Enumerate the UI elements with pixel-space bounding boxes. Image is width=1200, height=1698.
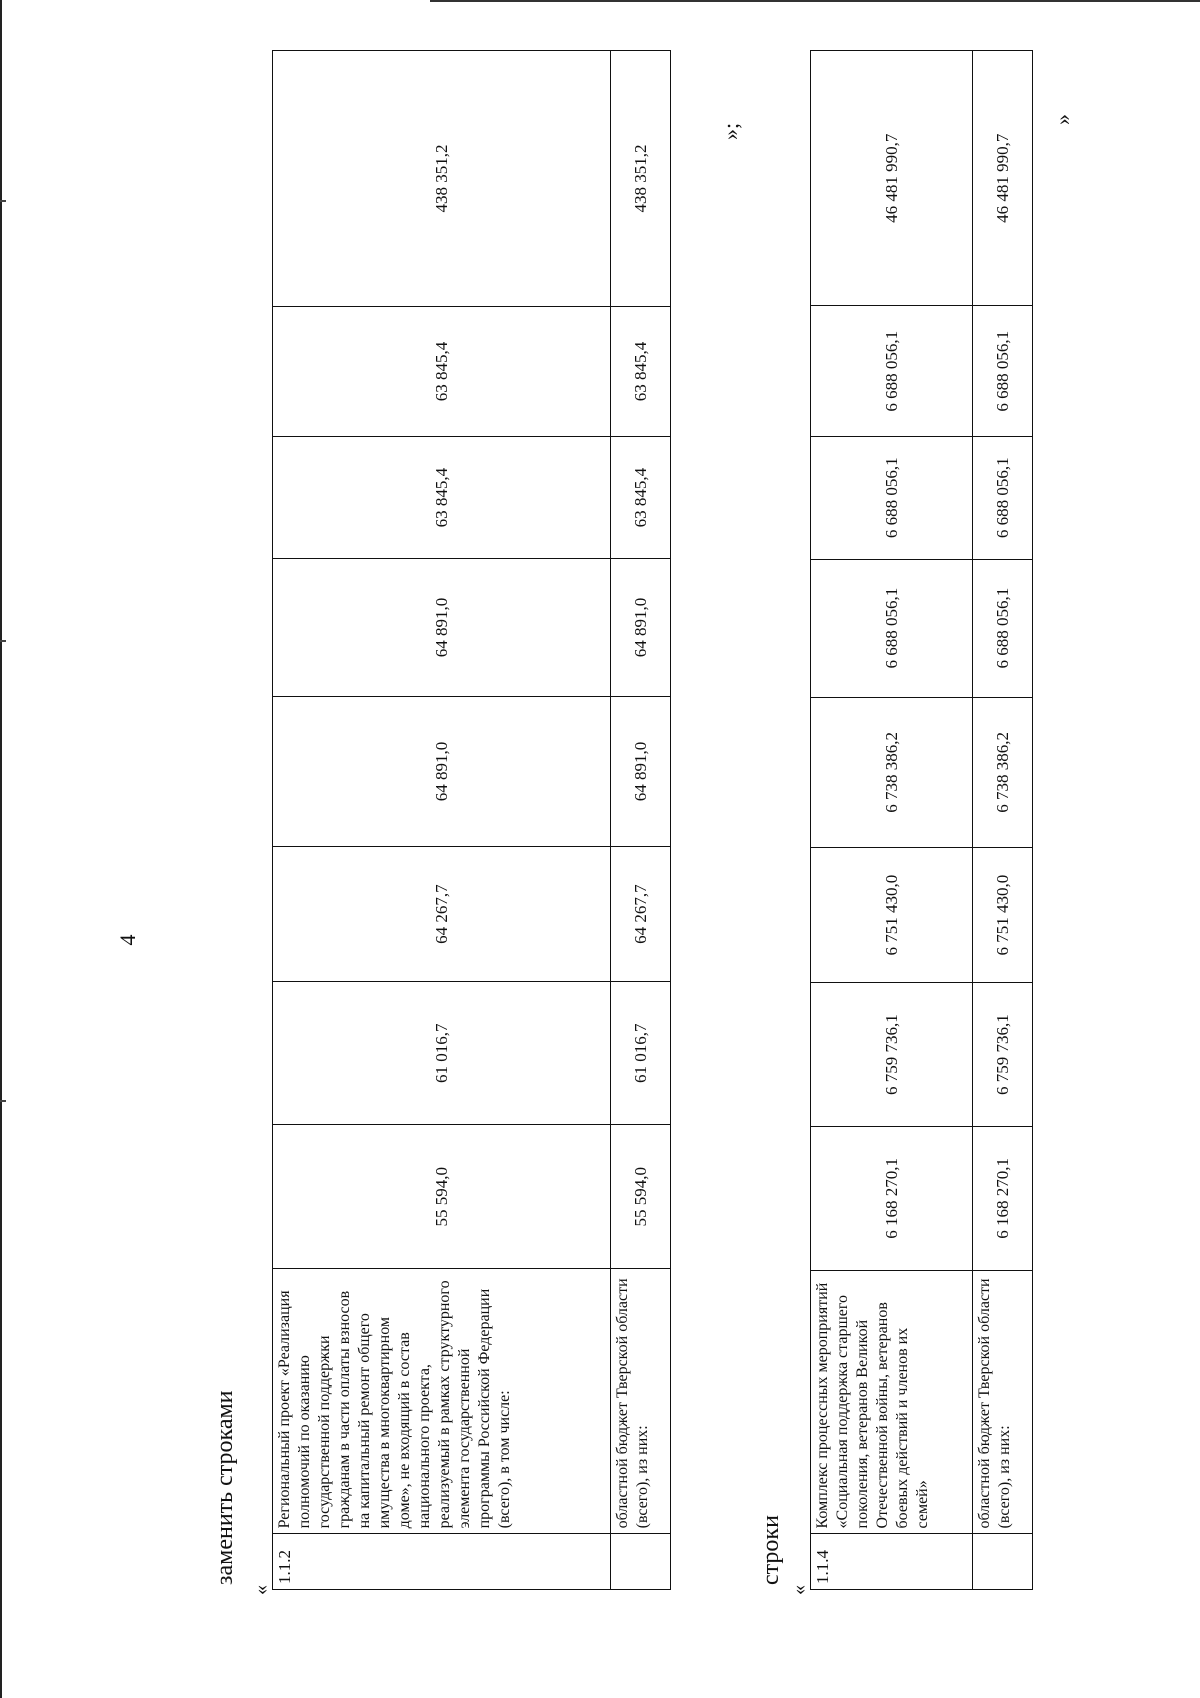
value-cell: 64 267,7 [611,847,671,982]
value-cell: 46 481 990,7 [973,51,1033,307]
value-cell: 6 688 056,1 [811,559,973,697]
value-cell: 63 845,4 [611,436,671,558]
value-cell: 64 891,0 [273,696,611,846]
table-row [273,51,611,1590]
value-cell: 63 845,4 [611,307,671,437]
scan-mark [0,1100,6,1102]
value-cell: 6 738 386,2 [973,697,1033,848]
section2-open-quote: « [788,1585,810,1595]
value-cell: 6 751 430,0 [973,848,1033,983]
value-cell: 63 845,4 [273,307,611,437]
scan-mark [0,640,6,642]
row-code [611,1534,671,1590]
value-cell: 61 016,7 [273,981,611,1125]
row-code: 1.1.2 [273,1534,611,1590]
value-cell: 63 845,4 [273,436,611,558]
document-page [50,50,1150,1650]
section2-close-mark: » [1050,114,1075,125]
value-cell: 64 891,0 [611,696,671,846]
section1-close-mark: »; [718,122,743,140]
section1-open-quote: « [250,1585,272,1595]
value-cell: 61 016,7 [611,981,671,1125]
scan-mark [0,200,6,202]
value-cell: 6 688 056,1 [811,306,973,436]
value-cell: 55 594,0 [273,1125,611,1269]
row-name: Региональный проект «Реализация полномочий по оказанию государственной поддержки гражданам в части оплаты взносов на капитальный ремонт общего имущества в многоквартирном доме», не входящий в состав национального проекта, реализуемый в рамках структурного элемента государственной программы Российской Федерации (всего), в том числе: [273,1268,611,1533]
row-code: 1.1.4 [811,1534,973,1590]
value-cell: 6 168 270,1 [811,1127,973,1271]
table-row [611,51,671,1590]
value-cell: 6 688 056,1 [973,436,1033,559]
page-number: 4 [115,934,140,946]
row-name: областной бюджет Тверской области (всего), из них: [973,1270,1033,1534]
value-cell: 6 759 736,1 [973,983,1033,1127]
row-name: областной бюджет Тверской области (всего), из них: [611,1268,671,1533]
value-cell: 438 351,2 [611,51,671,307]
value-cell: 6 688 056,1 [973,559,1033,697]
table-row [973,51,1033,1590]
value-cell: 6 688 056,1 [973,306,1033,436]
row-code [973,1534,1033,1590]
section2-table [810,50,1033,1590]
value-cell: 64 891,0 [273,559,611,697]
value-cell: 6 688 056,1 [811,436,973,559]
value-cell: 46 481 990,7 [811,51,973,307]
value-cell: 64 891,0 [611,559,671,697]
value-cell: 6 751 430,0 [811,848,973,983]
section1-intro: заменить строками [212,1390,238,1585]
table-row [811,51,973,1590]
value-cell: 64 267,7 [273,847,611,982]
scan-edge-top [430,0,1200,2]
row-name: Комплекс процессных мероприятий «Социальная поддержка старшего поколения, ветеранов Великой Отечественной войны, ветеранов боевых действий и членов их семей» [811,1270,973,1534]
value-cell: 55 594,0 [611,1125,671,1269]
value-cell: 438 351,2 [273,51,611,307]
section2-intro: строки [758,1515,784,1585]
section1-table [272,50,671,1590]
value-cell: 6 168 270,1 [973,1127,1033,1271]
value-cell: 6 738 386,2 [811,697,973,848]
scan-edge-left [0,0,2,1698]
value-cell: 6 759 736,1 [811,983,973,1127]
